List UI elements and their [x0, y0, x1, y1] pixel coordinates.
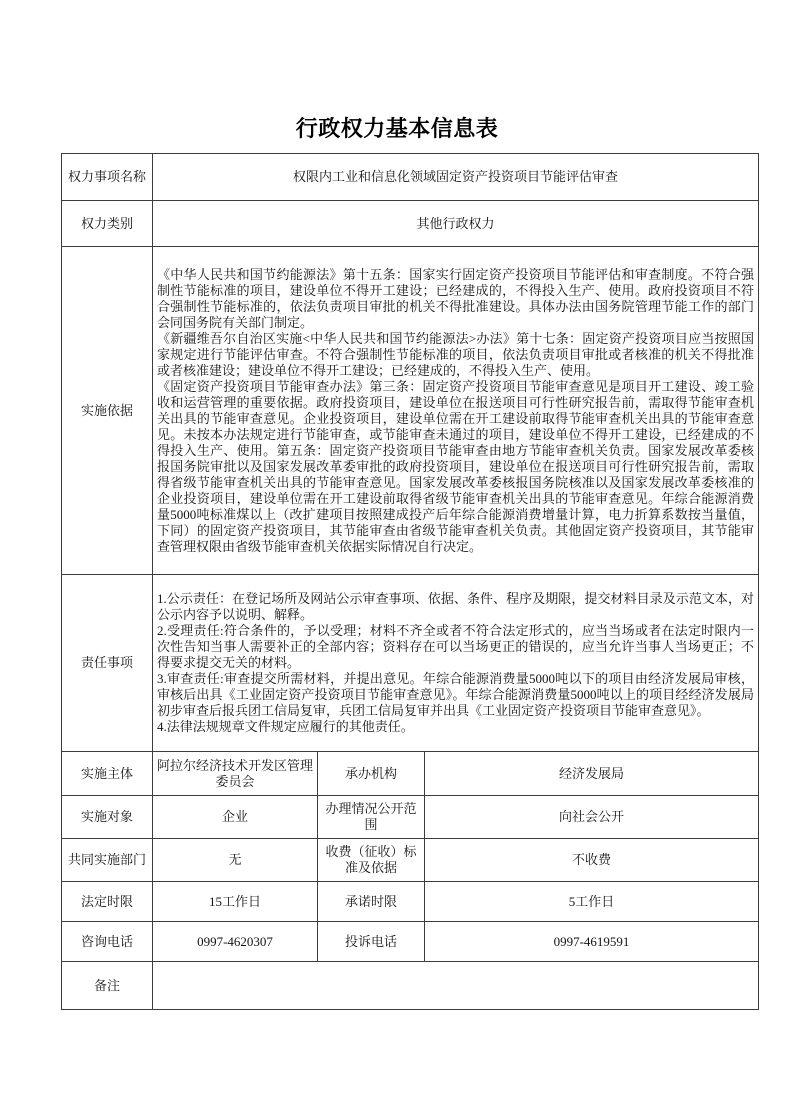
- category-value: 其他行政权力: [153, 201, 759, 247]
- category-label: 权力类别: [62, 201, 153, 247]
- duty-item-1: 1.公示责任：在登记场所及网站公示审查事项、依据、条件、程序及期限，提交材料目录及示范文本，对公示内容予以说明、解释。: [157, 591, 755, 622]
- duty-item-3: 3.审查责任:审查提交所需材料，并提出意见。年综合能源消费量5000吨以下的项目由经济发展局审核，审核后出具《工业固定资产投资项目节能审查意见》。年综合能源消费量5000吨以上的项目经经济发展局初步审查后报兵团工信局复审，兵团工信局复审并出具《工业固定资产投资项目节能审查意见》。: [157, 671, 755, 718]
- duties-value: [153, 575, 759, 752]
- statutory-time-label: 法定时限: [62, 882, 153, 922]
- remarks-value: [153, 962, 759, 1010]
- duty-item-4: 4.法律法规规章文件规定应履行的其他责任。: [157, 719, 414, 734]
- statutory-time-value: 15工作日: [153, 882, 318, 922]
- basis-label: 实施依据: [62, 247, 153, 575]
- co-department-value: 无: [153, 839, 318, 882]
- complaint-phone-label: 投诉电话: [318, 922, 425, 962]
- basis-paragraph-2: 《新疆维吾尔自治区实施<中华人民共和国节约能源法>办法》第十七条：固定资产投资项目应当按照国家规定进行节能评估审查。不符合强制性节能标准的项目，依法负责项目审批或者核准的机关不得批准或者核准建设；建设单位不得开工建设；已经建成的，不得投入生产、使用。: [157, 330, 755, 378]
- subject-label: 实施主体: [62, 752, 153, 796]
- complaint-phone-value: 0997-4619591: [425, 922, 759, 962]
- co-department-label: 共同实施部门: [62, 839, 153, 882]
- basis-value: [153, 247, 759, 575]
- admin-power-info-table: [61, 153, 759, 1010]
- consult-phone-value: 0997-4620307: [153, 922, 318, 962]
- remarks-label: 备注: [62, 962, 153, 1010]
- subject-value: 阿拉尔经济技术开发区管理委员会: [153, 752, 318, 796]
- table-row-phone: [62, 922, 759, 962]
- item-name-value: 权限内工业和信息化领域固定资产投资项目节能评估审查: [153, 154, 759, 201]
- table-row-duties: [62, 575, 759, 752]
- item-name-label: 权力事项名称: [62, 154, 153, 201]
- duty-item-2: 2.受理责任:符合条件的，予以受理；材料不齐全或者不符合法定形式的，应当当场或者在法定时限内一次性告知当事人需要补正的全部内容；资料存在可以当场更正的错误的，应当允许当事人当场更正；不得要求提交无关的材料。: [157, 623, 755, 670]
- promised-time-value: 5工作日: [425, 882, 759, 922]
- disclosure-scope-value: 向社会公开: [425, 796, 759, 839]
- promised-time-label: 承诺时限: [318, 882, 425, 922]
- target-label: 实施对象: [62, 796, 153, 839]
- table-row-basis: [62, 247, 759, 575]
- table-row-co-department: [62, 839, 759, 882]
- disclosure-scope-label: 办理情况公开范围: [318, 796, 425, 839]
- basis-paragraph-1: 《中华人民共和国节约能源法》第十五条：国家实行固定资产投资项目节能评估和审查制度。不符合强制性节能标准的项目，建设单位不得开工建设；已经建成的，不得投入生产、使用。政府投资项目不符合强制性节能标准的，依法负责项目审批的机关不得批准建设。具体办法由国务院管理节能工作的部门会同国务院有关部门制定。: [157, 266, 755, 330]
- consult-phone-label: 咨询电话: [62, 922, 153, 962]
- table-row-remarks: [62, 962, 759, 1010]
- table-row-time-limit: [62, 882, 759, 922]
- basis-paragraph-3: 《固定资产投资项目节能审查办法》第三条：固定资产投资项目节能审查意见是项目开工建设、竣工验收和运营管理的重要依据。政府投资项目，建设单位在报送项目可行性研究报告前，需取得节能审查机关出具的节能审查意见。企业投资项目，建设单位需在开工建设前取得节能审查机关出具的节能审查意见。未按本办法规定进行节能审查，或节能审查未通过的项目，建设单位不得开工建设，已经建成的不得投入生产、使用。第五条：固定资产投资项目节能审查由地方节能审查机关负责。国家发展改革委核报国务院审批以及国家发展改革委审批的政府投资项目，建设单位在报送项目可行性研究报告前，需取得省级节能审查机关出具的节能审查意见。国家发展改革委核报国务院核准以及国家发展改革委核准的企业投资项目，建设单位需在开工建设前取得省级节能审查机关出具的节能审查意见。年综合能源消费量5000吨标准煤以上（改扩建项目按照建成投产后年综合能源消费增量计算，电力折算系数按当量值，下同）的固定资产投资项目，其节能审查由省级节能审查机关负责。其他固定资产投资项目，其节能审查管理权限由省级节能审查机关依据实际情况自行决定。: [157, 378, 755, 554]
- fee-standard-value: 不收费: [425, 839, 759, 882]
- undertaking-org-value: 经济发展局: [425, 752, 759, 796]
- duties-label: 责任事项: [62, 575, 153, 752]
- table-row-item-name: [62, 154, 759, 201]
- table-row-subject: [62, 752, 759, 796]
- target-value: 企业: [153, 796, 318, 839]
- fee-standard-label: 收费（征收）标准及依据: [318, 839, 425, 882]
- undertaking-org-label: 承办机构: [318, 752, 425, 796]
- table-row-category: [62, 201, 759, 247]
- table-row-target: [62, 796, 759, 839]
- page-title: 行政权力基本信息表: [295, 116, 499, 141]
